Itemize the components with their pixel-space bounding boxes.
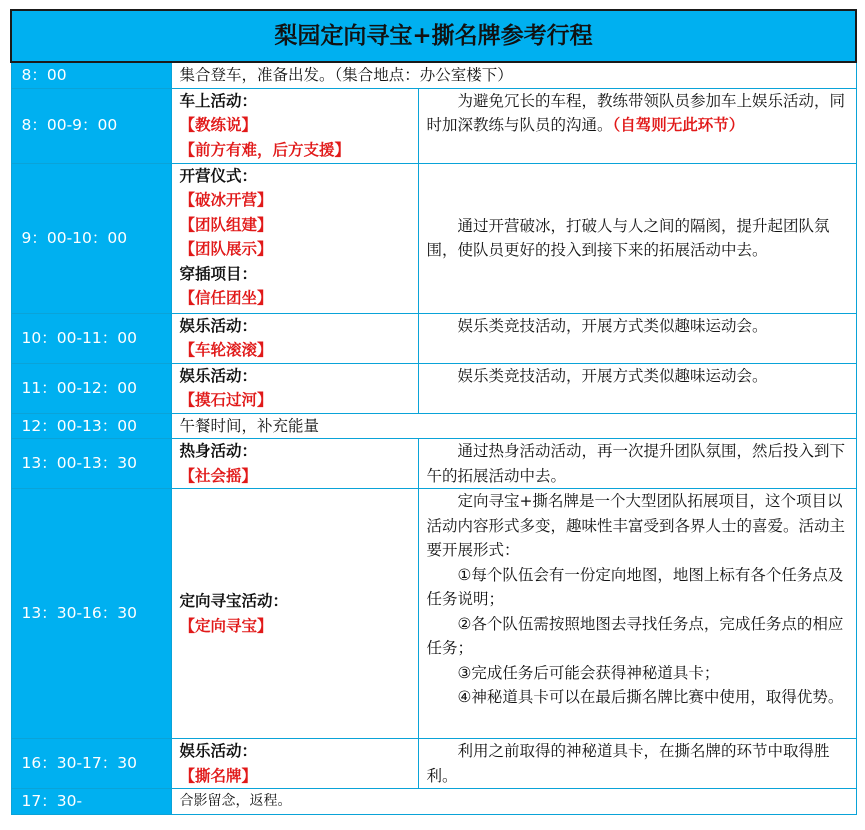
title-row <box>11 10 856 62</box>
table-row <box>11 439 856 489</box>
description-cell: 娱乐类竞技活动，开展方式类似趣味运动会。 <box>418 313 856 363</box>
description-paragraph: 定向寻宝+撕名牌是一个大型团队拓展项目，这个项目以活动内容形式多变，趣味性丰富受到各界人士的喜爱。活动主要开展形式： <box>426 492 846 559</box>
activity-item: 【撕名牌】 <box>179 766 258 785</box>
description-cell: 通过热身活动活动，再一次提升团队氛围，然后投入到下午的拓展活动中去。 <box>418 439 856 489</box>
activity-item: 【定向寻宝】 <box>179 616 273 635</box>
time-cell: 9：00-10：00 <box>11 163 171 313</box>
description-cell: 利用之前取得的神秘道具卡，在撕名牌的环节中取得胜利。 <box>418 739 856 789</box>
description-paragraph: ③完成任务后可能会获得神秘道具卡； <box>457 663 720 682</box>
activity-heading: 开营仪式： <box>179 166 258 185</box>
activity-item: 【教练说】 <box>179 116 258 134</box>
time-cell: 12：00-13：00 <box>11 413 171 439</box>
table-row <box>11 413 856 439</box>
time-cell: 16：30-17：30 <box>11 739 171 789</box>
activity-cell <box>171 363 418 413</box>
table-row <box>11 163 856 313</box>
itinerary-table <box>10 9 857 815</box>
activity-item: 【破冰开营】 <box>179 191 273 209</box>
activity-item: 【信任团坐】 <box>179 289 273 307</box>
merged-cell: 合影留念，返程。 <box>171 789 856 815</box>
activity-cell <box>171 88 418 163</box>
description-paragraph: ②各个队伍需按照地图去寻找任务点，完成任务点的相应任务； <box>426 614 844 657</box>
activity-item: 【社会摇】 <box>179 466 258 485</box>
activity-item: 【团队展示】 <box>179 240 273 258</box>
activity-heading: 娱乐活动： <box>179 366 258 385</box>
time-cell: 11：00-12：00 <box>11 363 171 413</box>
description-cell: 娱乐类竞技活动，开展方式类似趣味运动会。 <box>418 363 856 413</box>
activity-cell <box>171 489 418 739</box>
activity-item: 【车轮滚滚】 <box>179 341 273 359</box>
activity-cell <box>171 739 418 789</box>
activity-item: 【团队组建】 <box>179 215 273 234</box>
activity-item: 【摸石过河】 <box>179 391 273 409</box>
description-paragraph: ①每个队伍会有一份定向地图，地图上标有各个任务点及任务说明； <box>426 565 844 608</box>
itinerary-document <box>10 9 855 815</box>
table-row <box>11 489 856 739</box>
table-row <box>11 789 856 815</box>
time-cell: 13：30-16：30 <box>11 489 171 739</box>
activity-heading: 车上活动： <box>179 91 258 110</box>
activity-cell <box>171 439 418 489</box>
description-cell: 通过开营破冰，打破人与人之间的隔阂，提升起团队氛围，使队员更好的投入到接下来的拓展活动中去。 <box>418 163 856 313</box>
activity-item: 【前方有难，后方支援】 <box>179 140 351 159</box>
table-row <box>11 62 856 88</box>
activity-heading: 娱乐活动： <box>179 742 258 760</box>
table-row <box>11 739 856 789</box>
time-cell: 17：30- <box>11 789 171 815</box>
description-cell <box>418 88 856 163</box>
table-row <box>11 313 856 363</box>
description-paragraph: ④神秘道具卡可以在最后撕名牌比赛中使用，取得优势。 <box>457 688 844 706</box>
table-row <box>11 88 856 163</box>
merged-cell: 午餐时间，补充能量 <box>171 413 856 439</box>
activity-cell <box>171 313 418 363</box>
activity-heading: 定向寻宝活动： <box>179 592 289 610</box>
table-row <box>11 363 856 413</box>
time-cell: 10：00-11：00 <box>11 313 171 363</box>
description-cell <box>418 489 856 739</box>
activity-heading: 娱乐活动： <box>179 316 258 335</box>
page-title: 梨园定向寻宝+撕名牌参考行程 <box>11 10 856 62</box>
activity-heading: 热身活动： <box>179 442 258 460</box>
time-cell: 8：00-9：00 <box>11 88 171 163</box>
description-note: （自驾则无此环节） <box>612 116 745 134</box>
time-cell: 8：00 <box>11 62 171 88</box>
description-text: 为避免冗长的车程，教练带领队员参加车上娱乐活动，同时加深教练与队员的沟通。 <box>426 91 846 134</box>
activity-cell <box>171 163 418 313</box>
merged-cell: 集合登车，准备出发。（集合地点：办公室楼下） <box>171 62 856 88</box>
activity-heading: 穿插项目： <box>179 264 258 283</box>
time-cell: 13：00-13：30 <box>11 439 171 489</box>
